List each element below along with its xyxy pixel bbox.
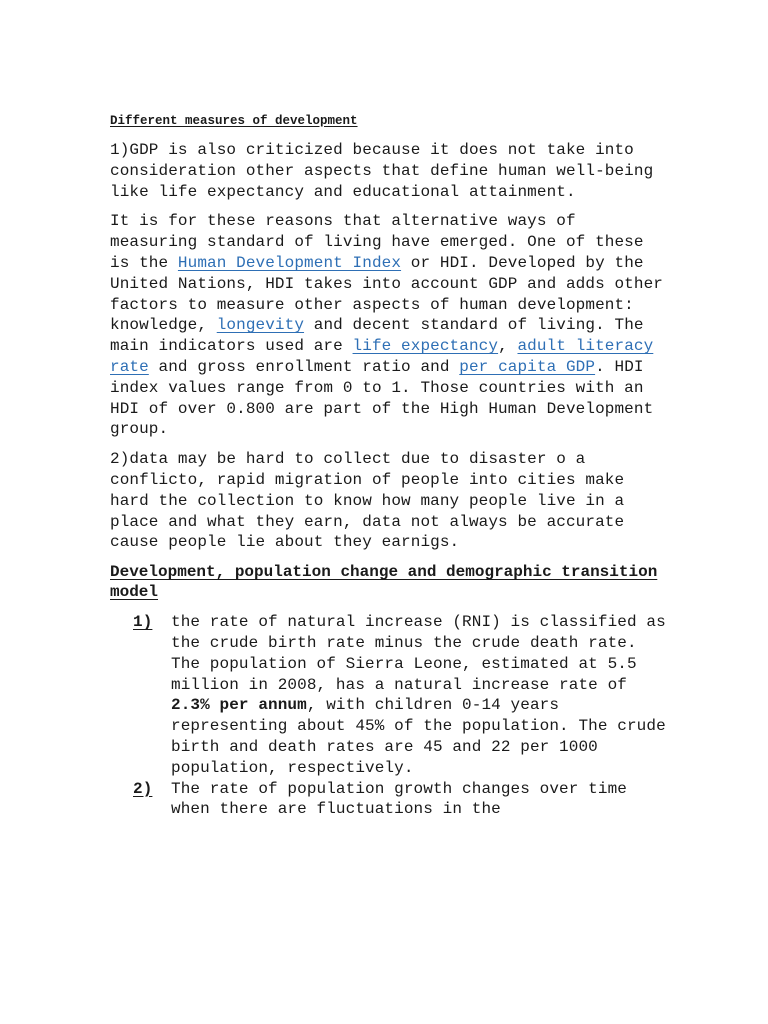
list-item-number: 1): [133, 613, 153, 632]
link-per-capita-gdp[interactable]: per capita GDP: [459, 357, 596, 376]
paragraph-gdp-criticism: 1)GDP is also criticized because it does not take into consideration other aspects that define human well-being like life expectancy and educational attainment.: [110, 141, 654, 201]
text: ,: [498, 337, 518, 356]
text: , with children 0-14 years representing about 45% of the population. The crude birth and death rates are 45 and 22 per 1000 population, respectively.: [171, 696, 666, 777]
text: the rate of natural increase (RNI) is classified as the crude birth rate minus the crude death rate. The population of Sierra Leone, estimated at 5.5 million in 2008, has a natural increase rate of: [171, 613, 666, 694]
link-longevity[interactable]: longevity: [216, 316, 305, 335]
link-adult-literacy-rate[interactable]: adult literacy rate: [110, 337, 654, 376]
paragraph-hdi: [110, 211, 670, 440]
link-human-development-index[interactable]: Human Development Index: [177, 253, 402, 272]
text: and gross enrollment ratio and: [148, 357, 460, 376]
section-title-demographic-transition: Development, population change and demographic transition model: [110, 563, 658, 602]
text: The rate of population growth changes over time when there are fluctuations in the: [171, 779, 627, 819]
bold-text: 2.3% per annum: [171, 696, 307, 715]
text: and decent standard of living. The main indicators used are: [110, 316, 644, 356]
text: . HDI index values range from 0 to 1. Those countries with an HDI of over 0.800 are part of the High Human Development group.: [110, 357, 654, 439]
text: It is for these reasons that alternative ways of measuring standard of living have emerged. One of these is the: [110, 212, 644, 272]
section-title-measures: Different measures of development: [110, 114, 358, 128]
link-life-expectancy[interactable]: life expectancy: [352, 337, 499, 356]
list-item: [110, 779, 670, 821]
paragraph-data-collection: 2)data may be hard to collect due to disaster o a conflicto, rapid migration of people into cities make hard the collection to know how many people live in a place and what they earn, data not always be accurate cause people lie about they earnigs.: [110, 450, 625, 552]
list-item-number: 2): [133, 779, 153, 798]
list-item: [110, 612, 670, 778]
document-page: [110, 112, 670, 820]
text: or HDI. Developed by the United Nations, HDI takes into account GDP and adds other factors to measure other aspects of human development: knowledge,: [110, 253, 663, 335]
numbered-list: [110, 612, 670, 820]
